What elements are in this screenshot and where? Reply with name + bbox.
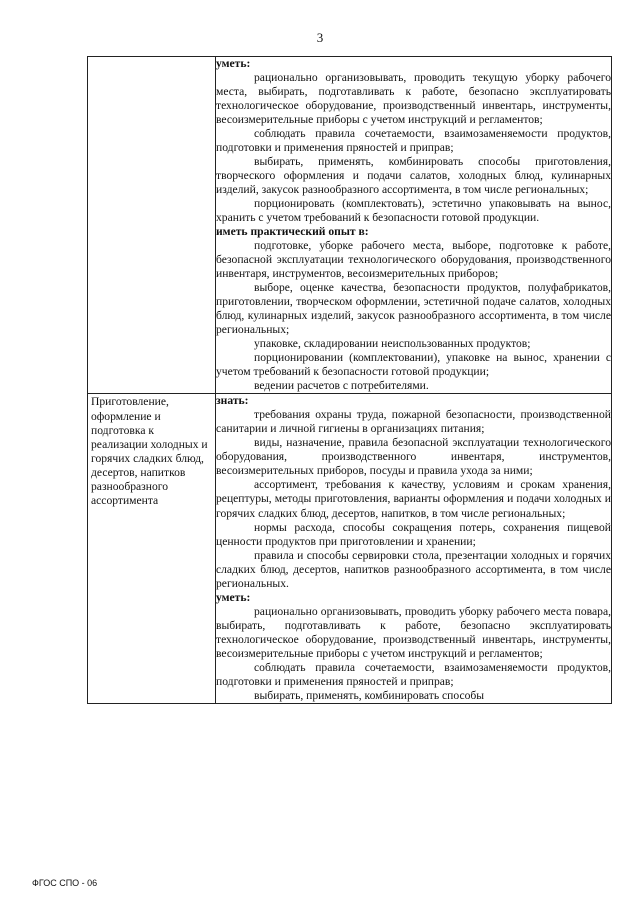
activity-name	[88, 57, 215, 58]
footer-code: ФГОС СПО - 06	[32, 878, 98, 888]
left-cell	[88, 394, 216, 703]
list-item: виды, назначение, правила безопасной эксплуатации технологического оборудования, производственного инвентаря, инструментов, весоизмерительных приборов, посуды и правила ухода за ними;	[216, 436, 611, 478]
list-item: порционировать (комплектовать), эстетично упаковывать на вынос, хранить с учетом требований к безопасности готовой продукции.	[216, 197, 611, 225]
list-item: ассортимент, требования к качеству, условиям и срокам хранения, рецептуры, методы приготовления, варианты оформления и подачи холодных и горячих сладких блюд, десертов, напитков, в том числе региональных;	[216, 478, 611, 520]
section-heading: уметь:	[216, 57, 251, 70]
list-item: правила и способы сервировки стола, презентации холодных и горячих сладких блюд, десертов, напитков разнообразного ассортимента, в том числе региональных.	[216, 548, 611, 590]
list-item: порционировании (комплектовании), упаковке на вынос, хранении с учетом требований к безопасности готовой продукции;	[216, 351, 611, 379]
activity-name: Приготовление, оформление и подготовка к реализации холодных и горячих сладких блюд, десертов, напитков разнообразного ассортимента	[91, 395, 208, 508]
section-heading: знать:	[216, 394, 249, 408]
list-item: упаковке, складировании неиспользованных продуктов;	[254, 337, 531, 351]
table-row	[88, 57, 612, 394]
list-item: рационально организовывать, проводить текущую уборку рабочего места, выбирать, подготавливать к работе, безопасно эксплуатировать технологическое оборудование, производственный инвентарь, инструменты, весоизмерительные приборы с учетом инструкций и регламентов;	[216, 71, 611, 127]
list-item: ведении расчетов с потребителями.	[254, 379, 429, 393]
section-heading: уметь:	[216, 590, 251, 604]
list-item: подготовке, уборке рабочего места, выборе, подготовке к работе, безопасной эксплуатации технологического оборудования, производственного инвентаря, инструментов, весоизмерительных приборов;	[216, 239, 611, 281]
standard-table	[87, 56, 612, 704]
right-cell	[216, 394, 612, 703]
list-item: выбирать, применять, комбинировать способы приготовления, творческого оформления и подачи салатов, холодных блюд, кулинарных изделий, закусок разнообразного ассортимента, в том числе региональных;	[216, 155, 611, 197]
right-cell	[216, 57, 612, 394]
list-item: рационально организовывать, проводить уборку рабочего места повара, выбирать, подготавливать к работе, безопасно эксплуатировать технологическое оборудование, производственный инвентарь, инструменты, весоизмерительные приборы с учетом инструкций и регламентов;	[216, 604, 611, 660]
list-item: соблюдать правила сочетаемости, взаимозаменяемости продуктов, подготовки и применения пряностей и приправ;	[216, 127, 611, 155]
table-row	[88, 394, 612, 703]
list-item: требования охраны труда, пожарной безопасности, производственной санитарии и личной гигиены в организациях питания;	[216, 408, 611, 436]
list-item: выбирать, применять, комбинировать способы	[254, 688, 485, 702]
left-cell	[88, 57, 216, 394]
list-item: выборе, оценке качества, безопасности продуктов, полуфабрикатов, приготовлении, творческом оформлении, эстетичной подаче салатов, холодных блюд, кулинарных изделий, закусок разнообразного ассортимента, в том числе региональных;	[216, 281, 611, 337]
section-heading: иметь практический опыт в:	[216, 225, 369, 239]
page-number: 3	[316, 30, 324, 45]
list-item: нормы расхода, способы сокращения потерь, сохранения пищевой ценности продуктов при приготовлении и хранении;	[216, 520, 611, 548]
list-item: соблюдать правила сочетаемости, взаимозаменяемости продуктов, подготовки и применения пряностей и приправ;	[216, 660, 611, 688]
